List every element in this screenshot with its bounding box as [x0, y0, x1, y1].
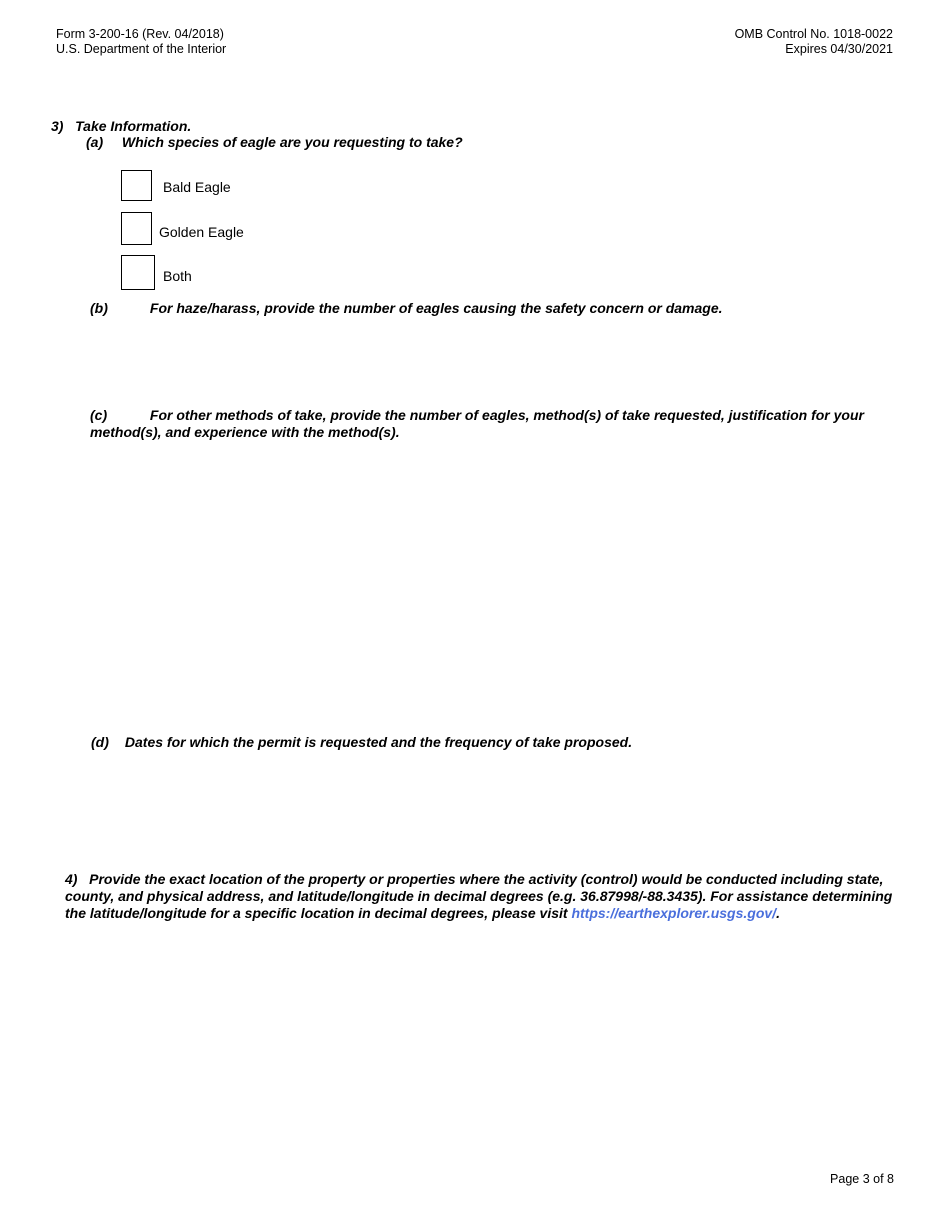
question-a-text: Which species of eagle are you requesting to take?: [121, 134, 463, 150]
form-number: Form 3-200-16 (Rev. 04/2018): [56, 27, 224, 41]
earthexplorer-link[interactable]: https://earthexplorer.usgs.gov/: [571, 905, 777, 921]
bald-eagle-label: Bald Eagle: [163, 179, 231, 195]
section-4-text-line2: county, and physical address, and latitude/longitude in decimal degrees (e.g. 36.87998/-88.3435). For assistance determining: [65, 888, 893, 904]
bald-eagle-checkbox[interactable]: [121, 170, 152, 201]
question-b-text: For haze/harass, provide the number of eagles causing the safety concern or damage.: [149, 300, 723, 316]
section-4-answer-area[interactable]: [65, 930, 900, 1150]
omb-control-number: OMB Control No. 1018-0022: [734, 27, 893, 41]
page-number: Page 3 of 8: [830, 1172, 894, 1186]
question-a-label: (a): [86, 134, 104, 150]
both-label: Both: [163, 268, 192, 284]
question-c-answer-area[interactable]: [90, 450, 890, 725]
question-d-text: Dates for which the permit is requested and the frequency of take proposed.: [124, 734, 633, 750]
header-left: [56, 27, 226, 57]
question-b-label: (b): [90, 300, 108, 316]
question-c-text-line1: For other methods of take, provide the number of eagles, method(s) of take requested, justification for your: [149, 407, 864, 423]
question-c: [90, 407, 890, 441]
question-c-label: (c): [90, 407, 108, 423]
section-4: [65, 871, 900, 922]
both-checkbox[interactable]: [121, 255, 155, 290]
expiration-date: Expires 04/30/2021: [785, 42, 893, 56]
question-d: [91, 734, 632, 751]
section-4-text-line1: Provide the exact location of the property or properties where the activity (control) would be conducted including state,: [89, 871, 884, 887]
golden-eagle-checkbox[interactable]: [121, 212, 152, 245]
header-right: [735, 27, 893, 57]
question-b: [90, 300, 723, 317]
section-4-text-line3: the latitude/longitude for a specific location in decimal degrees, please visit: [65, 905, 568, 921]
section-3-number: 3): [51, 118, 64, 134]
question-c-text-line2: method(s), and experience with the method(s).: [90, 424, 400, 440]
question-d-answer-area[interactable]: [90, 758, 890, 858]
question-a: [86, 134, 463, 151]
section-4-number: 4): [65, 871, 78, 887]
question-d-label: (d): [91, 734, 109, 750]
section-4-period: .: [776, 905, 780, 921]
department-name: U.S. Department of the Interior: [56, 42, 227, 56]
section-3-title: Take Information.: [75, 118, 192, 134]
golden-eagle-label: Golden Eagle: [159, 224, 244, 240]
section-3-heading: [51, 118, 191, 135]
question-b-answer-area[interactable]: [90, 322, 890, 402]
